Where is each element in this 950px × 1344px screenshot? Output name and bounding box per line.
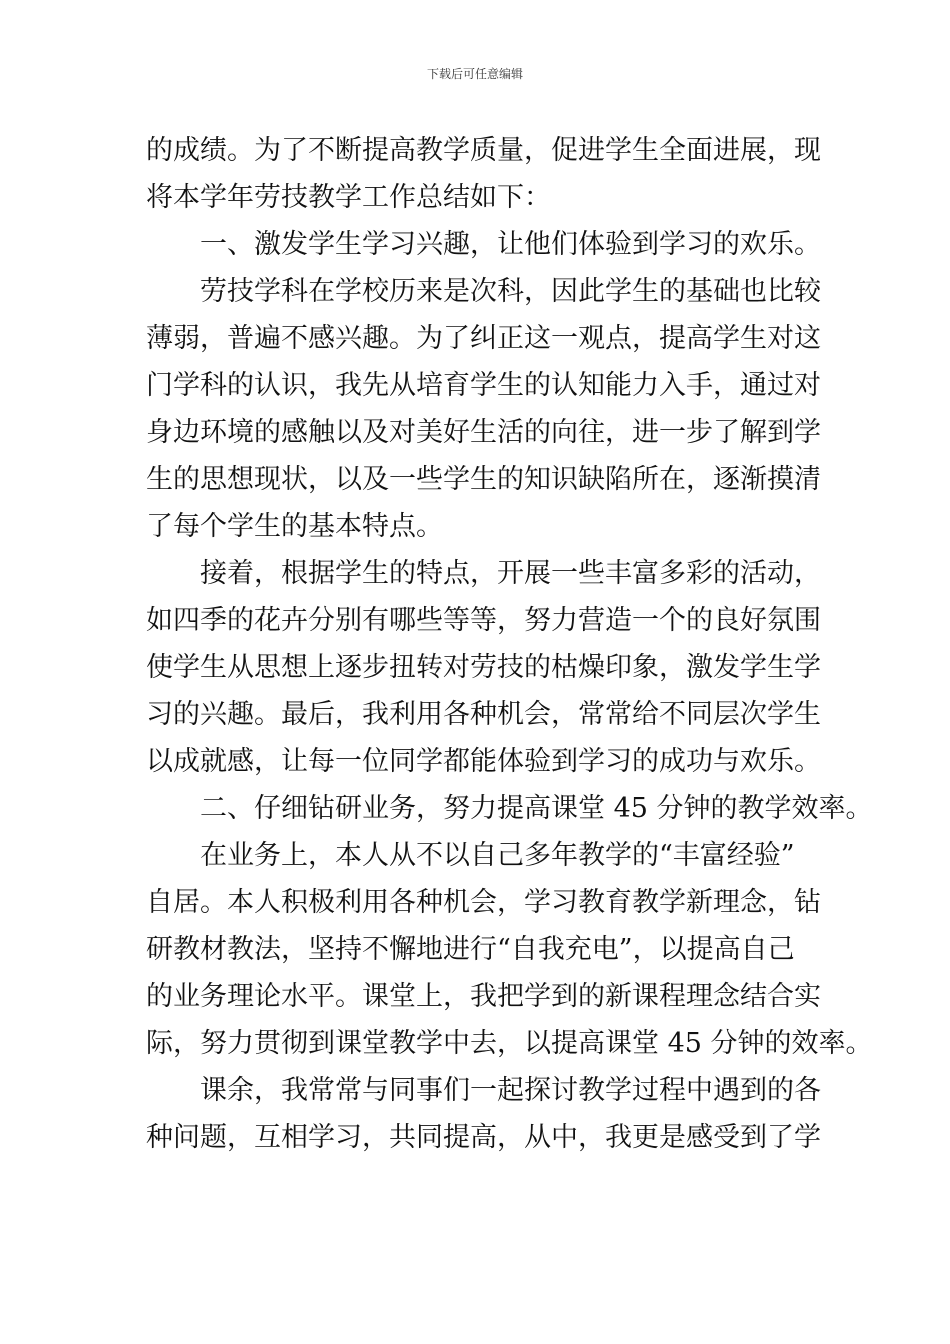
text-line-21: 课余，我常常与同事们一起探讨教学过程中遇到的各 (200, 1075, 821, 1106)
text-line-1: 的成绩。为了不断提高教学质量，促进学生全面进展，现 (146, 135, 821, 166)
text-line-20: 际，努力贯彻到课堂教学中去，以提高课堂 45 分钟的效率。 (146, 1028, 873, 1059)
text-line-4: 劳技学科在学校历来是次科，因此学生的基础也比较 (200, 276, 821, 307)
text-line-6: 门学科的认识，我先从培育学生的认知能力入手，通过对 (146, 370, 821, 401)
text-line-14: 以成就感，让每一位同学都能体验到学习的成功与欢乐。 (146, 746, 821, 777)
text-line-11: 如四季的花卉分别有哪些等等，努力营造一个的良好氛围 (146, 605, 821, 636)
text-line-2: 将本学年劳技教学工作总结如下： (146, 182, 551, 213)
section-heading-1: 一、激发学生学习兴趣，让他们体验到学习的欢乐。 (200, 229, 821, 260)
text-line-10: 接着，根据学生的特点，开展一些丰富多彩的活动， (200, 558, 821, 589)
text-line-18: 研教材教法，坚持不懈地进行“自我充电”，以提高自己 (146, 934, 795, 965)
section-heading-2: 二、仔细钻研业务，努力提高课堂 45 分钟的教学效率。 (200, 793, 873, 824)
text-line-16: 在业务上，本人从不以自己多年教学的“丰富经验” (200, 840, 795, 871)
text-line-17: 自居。本人积极利用各种机会，学习教育教学新理念，钻 (146, 887, 821, 918)
document-body (146, 127, 873, 1161)
text-line-22: 种问题，互相学习，共同提高，从中，我更是感受到了学 (146, 1122, 821, 1153)
text-line-12: 使学生从思想上逐步扭转对劳技的枯燥印象，激发学生学 (146, 652, 821, 683)
text-line-8: 生的思想现状，以及一些学生的知识缺陷所在，逐渐摸清 (146, 464, 821, 495)
text-line-9: 了每个学生的基本特点。 (146, 511, 443, 542)
text-line-7: 身边环境的感触以及对美好生活的向往，进一步了解到学 (146, 417, 821, 448)
page-header: 下载后可任意编辑 (426, 67, 523, 81)
text-line-13: 习的兴趣。最后，我利用各种机会，常常给不同层次学生 (146, 699, 821, 730)
text-line-5: 薄弱，普遍不感兴趣。为了纠正这一观点，提高学生对这 (146, 323, 821, 354)
text-line-19: 的业务理论水平。课堂上，我把学到的新课程理念结合实 (146, 981, 821, 1012)
